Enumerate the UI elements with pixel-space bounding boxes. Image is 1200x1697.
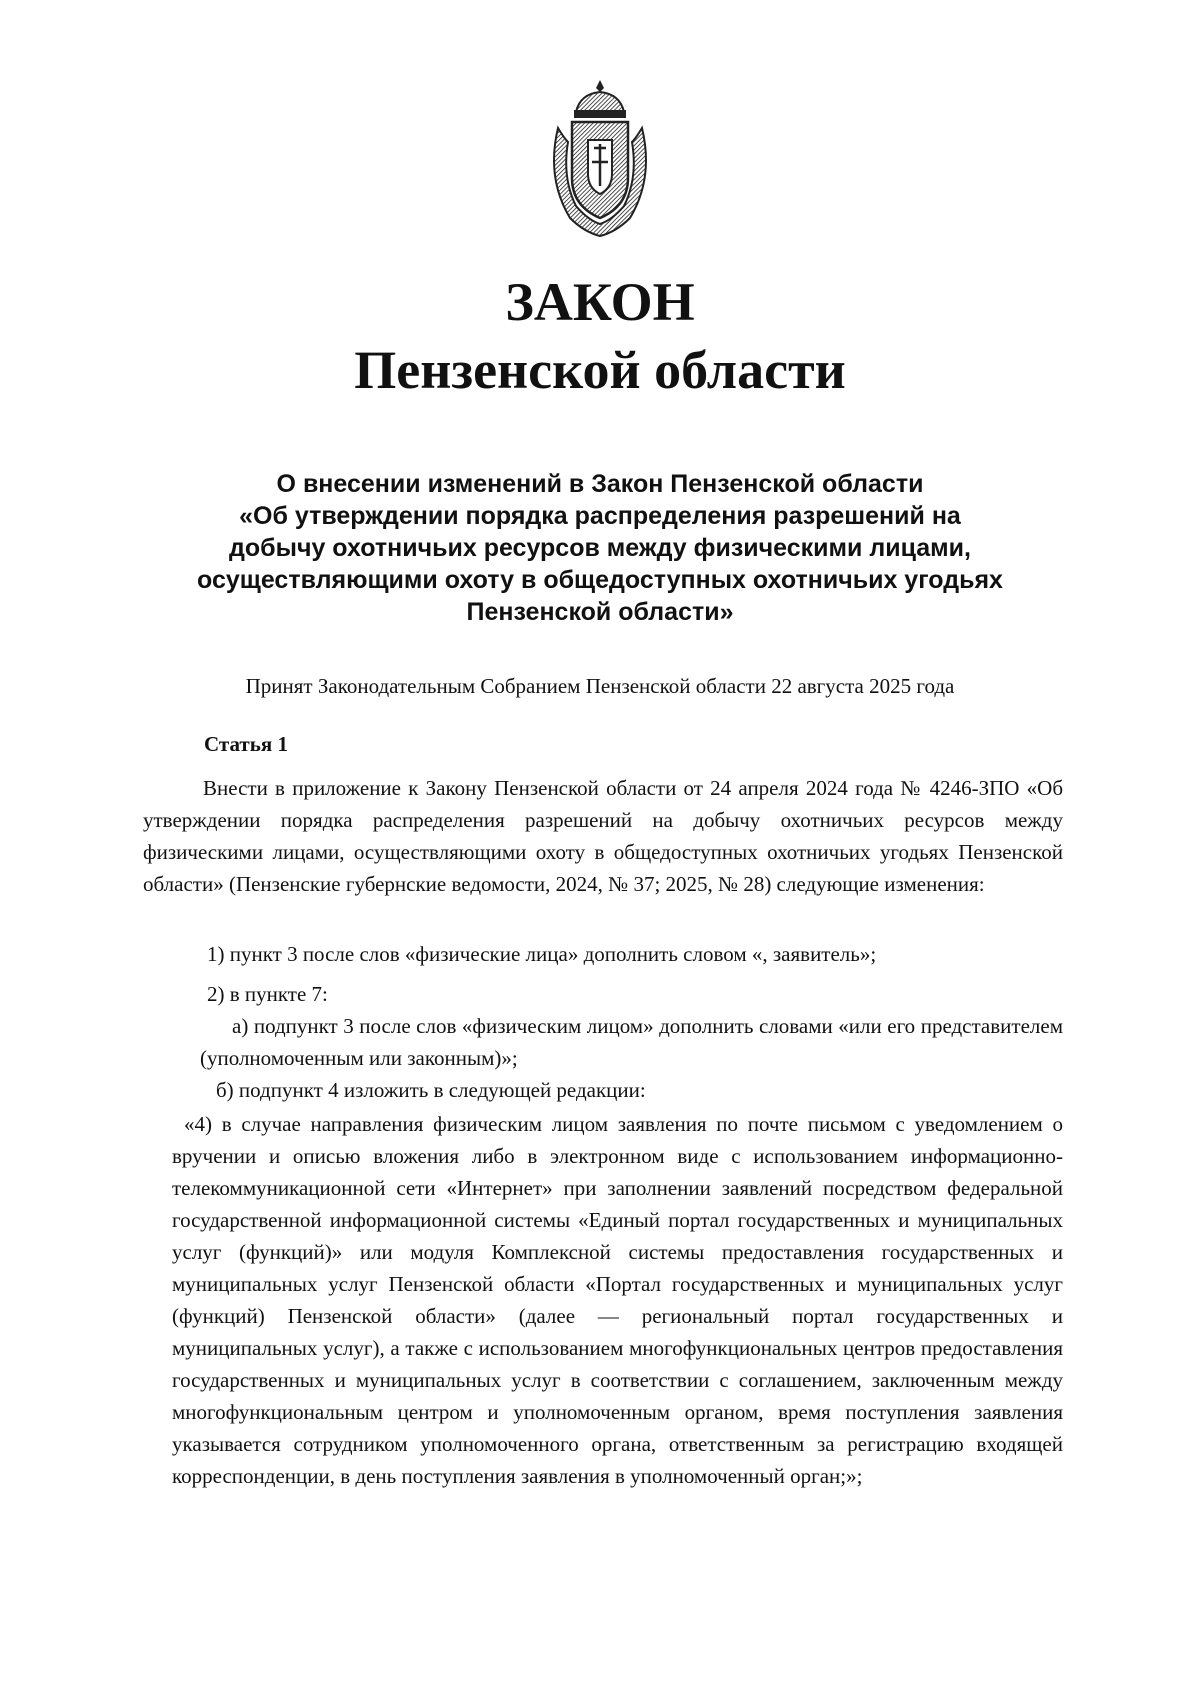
law-title: ЗАКОН: [505, 272, 695, 332]
coat-of-arms-emblem: [540, 78, 660, 238]
heading-line: добычу охотничьих ресурсов между физическими лицами,: [229, 534, 971, 562]
subitem-a: а) подпункт 3 после слов «физическим лицом» дополнить словами «или его представителем (уполномоченным или законным)»;: [200, 1014, 1063, 1070]
law-region: Пензенской области: [354, 340, 846, 400]
new-wording-quote: «4) в случае направления физическим лицом заявления по почте письмом с уведомлением о вручении и описью вложения либо в электронном виде с использованием информационно-телекоммуникационной сети «Интернет» при заполнении заявлений посредством федеральной государственной информационной системы «Единый портал государственных и муниципальных услуг (функций)» или модуля Комплексной системы предоставления государственных и муниципальных услуг Пензенской области «Портал государственных и муниципальных услуг (функций) Пензенской области» (далее — региональный портал государственных и муниципальных услуг), а также с использованием многофункциональных центров предоставления государственных и муниципальных услуг в соответствии с соглашением, заключенным между многофункциональным центром и уполномоченным органом, время поступления заявления указывается сотрудником уполномоченного органа, ответственным за регистрацию входящей корреспонденции, в день поступления заявления в уполномоченный орган;»;: [172, 1112, 1063, 1488]
article-intro-paragraph: Внести в приложение к Закону Пензенской области от 24 апреля 2024 года № 4246-ЗПО «Об утверждении порядка распределения разрешений на добычу охотничьих ресурсов между физическими лицами, осуществляющими охоту в общедоступных охотничьих угодьях Пензенской области» (Пензенские губернские ведомости, 2024, № 37; 2025, № 28) следующие изменения:: [143, 776, 1063, 896]
heading-line: Пензенской области»: [466, 598, 734, 626]
law-heading: [130, 468, 1070, 628]
heading-line: «Об утверждении порядка распределения разрешений на: [239, 502, 961, 530]
amendment-item-1: 1) пункт 3 после слов «физические лица» дополнить словом «, заявитель»;: [207, 942, 877, 966]
article-title: Статья 1: [204, 732, 288, 756]
heading-line: осуществляющими охоту в общедоступных охотничьих угодьях: [197, 566, 1003, 594]
subitem-b: б) подпункт 4 изложить в следующей редакции:: [216, 1078, 646, 1102]
amendment-item-2: 2) в пункте 7:: [207, 982, 328, 1006]
adoption-statement: Принят Законодательным Собранием Пензенской области 22 августа 2025 года: [245, 674, 955, 698]
heading-line: О внесении изменений в Закон Пензенской области: [276, 470, 924, 498]
